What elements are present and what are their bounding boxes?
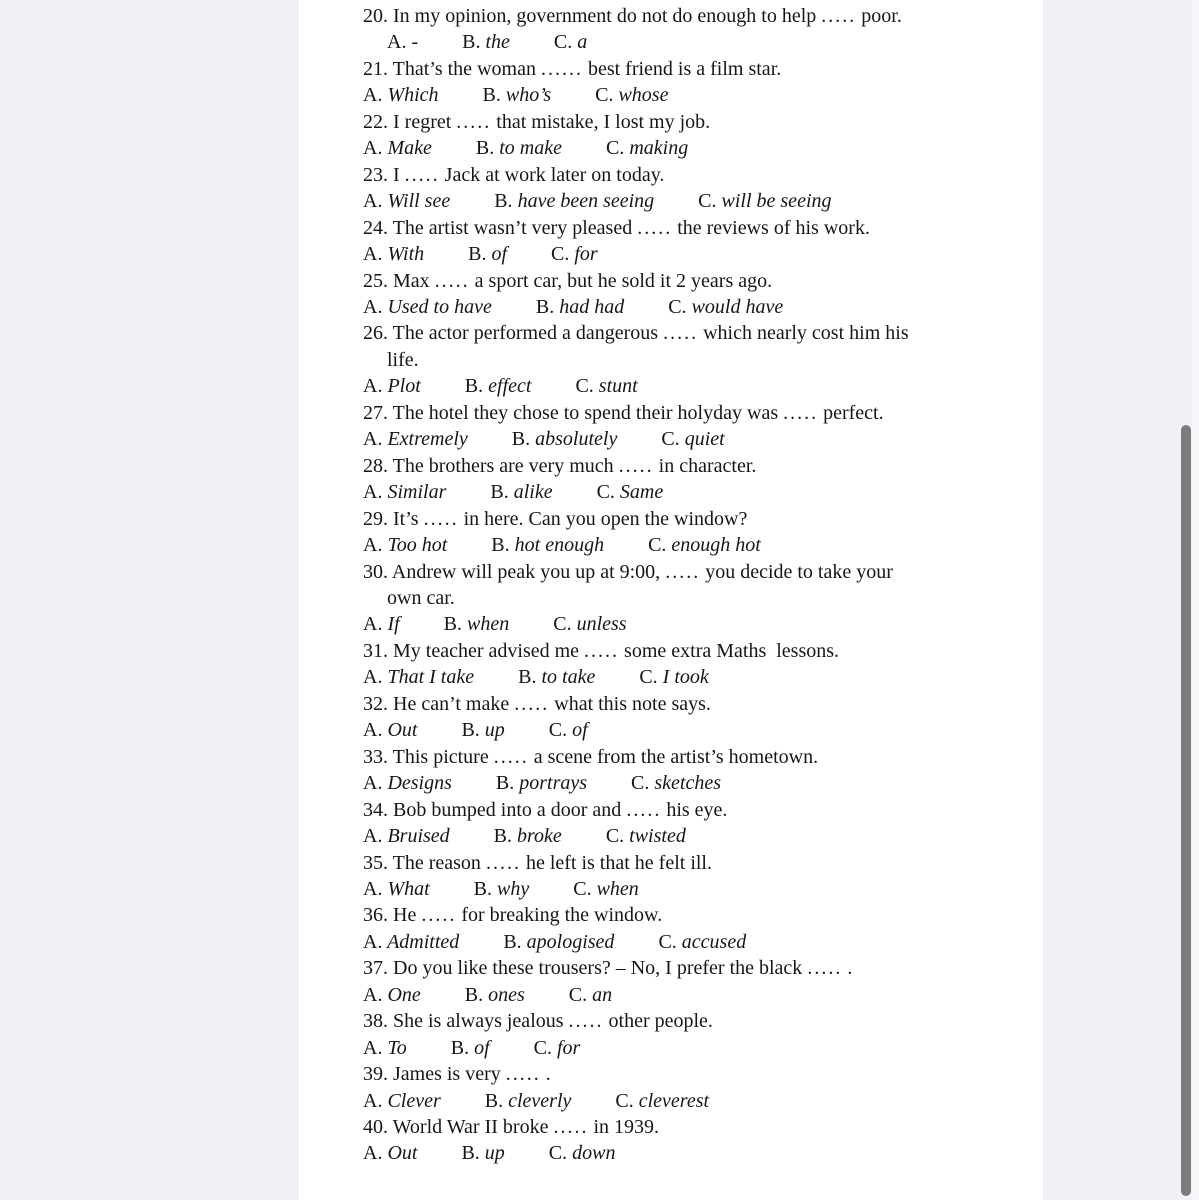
option-label: A. <box>363 613 383 636</box>
question-item <box>363 1061 1037 1114</box>
option-text: had had <box>554 295 625 318</box>
question-text: 21. That’s the woman ...... best friend is a film star. <box>363 57 782 80</box>
option-label: C. <box>548 719 568 742</box>
question-item <box>363 638 1037 691</box>
blank-dots: ..... <box>514 692 550 715</box>
option-label: C. <box>605 137 625 160</box>
option-label: C. <box>596 481 615 504</box>
option <box>363 137 432 159</box>
option-text: apologised <box>521 930 615 953</box>
question-options <box>363 1088 1037 1114</box>
option-label: B. <box>495 772 515 795</box>
question-options <box>363 82 1037 108</box>
option <box>387 31 418 53</box>
option <box>534 1037 581 1059</box>
option-text: who’s <box>500 84 552 107</box>
option-label: C. <box>595 84 614 107</box>
question-item <box>363 320 1037 399</box>
option-label: A. <box>363 877 383 900</box>
question-text: 27. The hotel they chose to spend their holyday was ..... perfect. <box>363 401 884 424</box>
option <box>491 534 604 556</box>
option <box>363 825 450 847</box>
option <box>494 825 562 847</box>
option-label: C. <box>551 243 570 266</box>
option-text: Out <box>382 719 418 742</box>
option <box>698 190 831 212</box>
option <box>462 31 510 53</box>
option-text: to take <box>536 666 596 689</box>
option-text: Out <box>382 1142 418 1165</box>
option-text: Bruised <box>382 825 450 848</box>
blank-dots: ..... <box>663 322 699 345</box>
option-text: One <box>382 983 421 1006</box>
option-label: C. <box>575 375 594 398</box>
option-text: whose <box>613 84 669 107</box>
option-text: will be seeing <box>716 190 832 213</box>
blank-dots: ..... <box>807 957 843 980</box>
question-options <box>363 135 1037 161</box>
option-label: C. <box>658 930 677 953</box>
option-text: would have <box>686 295 784 318</box>
option-label: B. <box>462 31 481 54</box>
question-text: 26. The actor performed a dangerous ..... which nearly cost him his <box>363 322 909 345</box>
option <box>494 190 654 212</box>
option-text: cleverly <box>503 1089 572 1112</box>
option <box>363 190 450 212</box>
option-text: sketches <box>649 772 722 795</box>
option <box>461 1142 504 1164</box>
question-text: 31. My teacher advised me ..... some extra Maths lessons. <box>363 639 840 662</box>
blank-dots: ..... <box>568 1010 604 1033</box>
option-text: Which <box>382 84 439 107</box>
blank-dots: ..... <box>434 269 470 292</box>
option <box>483 84 552 106</box>
question-item <box>363 1008 1037 1061</box>
option-label: C. <box>639 666 658 689</box>
question-options <box>363 532 1037 558</box>
option <box>363 931 459 953</box>
option-text: why <box>492 877 530 900</box>
option-label: C. <box>553 613 572 636</box>
option-label: A. <box>363 481 383 504</box>
option-label: B. <box>443 613 463 636</box>
option-label: A. <box>363 137 383 160</box>
option <box>668 296 783 318</box>
option-label: A. <box>363 534 383 557</box>
option <box>597 481 664 503</box>
blank-dots: ..... <box>404 163 440 186</box>
option <box>363 1090 441 1112</box>
option <box>551 243 598 265</box>
blank-dots: ..... <box>553 1116 589 1139</box>
option <box>575 375 637 397</box>
option-label: C. <box>605 825 625 848</box>
option <box>518 666 595 688</box>
option-text: hot enough <box>509 534 605 557</box>
option-label: C. <box>698 190 717 213</box>
option <box>661 428 724 450</box>
question-text: 28. The brothers are very much ..... in character. <box>363 454 757 477</box>
option-label: B. <box>464 983 484 1006</box>
option <box>363 719 417 741</box>
option <box>363 296 492 318</box>
option <box>363 772 452 794</box>
question-options <box>363 982 1037 1008</box>
option <box>503 931 614 953</box>
option-text: a <box>572 31 588 54</box>
question-item <box>363 268 1037 321</box>
blank-dots: ..... <box>618 454 654 477</box>
option-label: A. <box>363 719 383 742</box>
option-text: twisted <box>624 825 686 848</box>
option <box>595 84 668 106</box>
option-label: B. <box>493 825 513 848</box>
option-text: To <box>382 1036 407 1059</box>
option <box>363 666 474 688</box>
question-text: 35. The reason ..... he left is that he felt ill. <box>363 851 712 874</box>
blank-dots: ..... <box>584 639 620 662</box>
question-options <box>363 876 1037 902</box>
question-item <box>363 3 1037 56</box>
option-label: B. <box>490 481 509 504</box>
option <box>549 1142 616 1164</box>
option <box>474 878 530 900</box>
option-label: C. <box>661 428 680 451</box>
question-options <box>363 479 1037 505</box>
option-label: B. <box>450 1036 470 1059</box>
option-label: B. <box>535 295 555 318</box>
blank-dots: ..... <box>456 110 492 133</box>
question-options <box>363 241 1037 267</box>
option-label: B. <box>491 534 510 557</box>
question-options <box>363 294 1037 320</box>
option-label: B. <box>461 1142 480 1165</box>
question-text: own car. <box>387 586 455 609</box>
blank-dots: ..... <box>637 216 673 239</box>
option <box>496 772 587 794</box>
question-text: 33. This picture ..... a scene from the artist’s hometown. <box>363 745 819 768</box>
question-options <box>363 611 1037 637</box>
option-text: an <box>587 983 613 1006</box>
scrollbar-track <box>1192 0 1199 1200</box>
option-text: of <box>469 1036 490 1059</box>
question-item <box>363 56 1037 109</box>
option-text: of <box>486 243 508 266</box>
option-text: Too hot <box>382 534 448 557</box>
option <box>648 534 761 556</box>
option-text: ones <box>483 983 525 1006</box>
option-text: of <box>567 719 588 742</box>
question-text: 34. Bob bumped into a door and ..... his eye. <box>363 798 728 821</box>
option-text: unless <box>571 613 627 636</box>
option-text: cleverest <box>633 1089 710 1112</box>
question-options <box>363 426 1037 452</box>
option <box>549 719 588 741</box>
option-label: A. <box>363 1089 383 1112</box>
option-text: enough hot <box>666 534 761 557</box>
question-item <box>363 955 1037 1008</box>
option-text: quiet <box>679 428 725 451</box>
option-label: B. <box>494 190 513 213</box>
option-text: Admitted <box>382 930 460 953</box>
option-label: B. <box>503 930 522 953</box>
option-text: absolutely <box>530 428 618 451</box>
option-text: Will see <box>382 190 451 213</box>
question-text: 30. Andrew will peak you up at 9:00, ..... you decide to take your <box>363 560 893 583</box>
option <box>363 84 439 106</box>
option <box>363 534 447 556</box>
option-label: C. <box>568 983 588 1006</box>
option <box>639 666 708 688</box>
option-label: B. <box>518 666 537 689</box>
option <box>363 375 421 397</box>
option-label: A. <box>363 428 383 451</box>
option <box>536 296 624 318</box>
question-text: 40. World War II broke ..... in 1939. <box>363 1116 660 1139</box>
option-text: portrays <box>514 772 588 795</box>
option-text: Make <box>382 137 432 160</box>
option <box>606 137 688 159</box>
option-text: up <box>479 1142 505 1165</box>
option <box>363 878 430 900</box>
option-label: A. <box>363 295 383 318</box>
option-text: for <box>552 1036 581 1059</box>
document-page <box>299 0 1043 1200</box>
option <box>606 825 686 847</box>
option-label: B. <box>511 428 531 451</box>
question-item <box>363 215 1037 268</box>
question-options <box>363 717 1037 743</box>
question-text: 36. He ..... for breaking the window. <box>363 904 663 927</box>
option <box>476 137 562 159</box>
option-text: broke <box>512 825 562 848</box>
blank-dots: ..... <box>493 745 529 768</box>
option-label: C. <box>548 1142 568 1165</box>
option-text: up <box>479 719 505 742</box>
question-text: 22. I regret ..... that mistake, I lost my job. <box>363 110 711 133</box>
question-options <box>363 1140 1037 1166</box>
question-item <box>363 162 1037 215</box>
option <box>465 984 525 1006</box>
question-item <box>363 850 1037 903</box>
question-options <box>363 373 1037 399</box>
option-label: C. <box>533 1036 552 1059</box>
option-text: - <box>406 31 419 54</box>
question-options <box>387 29 1037 55</box>
option-text: accused <box>676 930 747 953</box>
option <box>363 481 446 503</box>
question-item <box>363 109 1037 162</box>
question-item <box>363 691 1037 744</box>
option-label: C. <box>648 534 667 557</box>
questions-list <box>299 0 1043 1167</box>
option <box>461 719 504 741</box>
option-label: B. <box>484 1089 504 1112</box>
option-text: effect <box>483 375 532 398</box>
option <box>553 613 626 635</box>
question-item <box>363 1114 1037 1167</box>
blank-dots: ..... <box>626 798 662 821</box>
blank-dots: ..... <box>423 507 459 530</box>
option-text: have been seeing <box>512 190 655 213</box>
question-text: 32. He can’t make ..... what this note says. <box>363 692 711 715</box>
blank-dots: ...... <box>540 57 583 80</box>
option <box>512 428 618 450</box>
option <box>444 613 510 635</box>
option <box>631 772 721 794</box>
option-text: making <box>624 137 689 160</box>
option-label: A. <box>363 243 383 266</box>
option <box>363 613 400 635</box>
option-label: A. <box>363 375 383 398</box>
blank-dots: ..... <box>821 5 857 27</box>
option-label: C. <box>615 1089 634 1112</box>
question-item <box>363 797 1037 850</box>
question-text: 38. She is always jealous ..... other people. <box>363 1010 713 1033</box>
option <box>485 1090 572 1112</box>
option <box>554 31 587 53</box>
question-options <box>363 823 1037 849</box>
option-label: A. <box>387 31 407 54</box>
option-label: B. <box>468 243 487 266</box>
option <box>490 481 552 503</box>
option-label: A. <box>363 1036 383 1059</box>
option-text: I took <box>657 666 709 689</box>
option-text: Clever <box>382 1089 441 1112</box>
option <box>363 984 421 1006</box>
option <box>658 931 746 953</box>
option-label: A. <box>363 190 383 213</box>
option <box>363 1142 417 1164</box>
option-text: stunt <box>593 375 638 398</box>
option-label: C. <box>553 31 573 54</box>
question-item <box>363 744 1037 797</box>
option <box>465 375 532 397</box>
option-text: Similar <box>382 481 447 504</box>
question-item <box>363 506 1037 559</box>
option-text: for <box>569 243 598 266</box>
option-label: B. <box>464 375 484 398</box>
scrollbar-thumb[interactable] <box>1181 425 1191 1196</box>
blank-dots: ..... <box>485 851 521 874</box>
option-text: Used to have <box>382 295 492 318</box>
option-text: down <box>567 1142 616 1165</box>
option-label: A. <box>363 983 383 1006</box>
question-options <box>363 188 1037 214</box>
option-label: C. <box>573 877 592 900</box>
option-text: when <box>591 877 639 900</box>
blank-dots: ..... <box>505 1063 541 1086</box>
option-text: Extremely <box>382 428 468 451</box>
option-label: B. <box>473 877 493 900</box>
option-text: the <box>480 31 510 54</box>
question-text: life. <box>387 348 419 371</box>
option-label: B. <box>461 719 480 742</box>
option <box>573 878 639 900</box>
question-options <box>363 770 1037 796</box>
question-text: 37. Do you like these trousers? – No, I prefer the black ..... . <box>363 957 853 980</box>
question-text: 29. It’s ..... in here. Can you open the window? <box>363 507 748 530</box>
option <box>363 428 468 450</box>
option-text: That I take <box>382 666 475 689</box>
blank-dots: ..... <box>783 401 819 424</box>
option-label: C. <box>668 295 687 318</box>
option <box>468 243 507 265</box>
option-label: A. <box>363 666 383 689</box>
option-text: Designs <box>382 772 452 795</box>
question-item <box>363 453 1037 506</box>
option-label: B. <box>475 137 495 160</box>
question-item <box>363 902 1037 955</box>
option-text: If <box>382 613 400 636</box>
option <box>569 984 612 1006</box>
blank-dots: ..... <box>665 560 701 583</box>
option-label: A. <box>363 825 383 848</box>
option-text: to make <box>494 137 562 160</box>
blank-dots: ..... <box>421 904 457 927</box>
option-label: C. <box>631 772 650 795</box>
option <box>615 1090 709 1112</box>
question-text: 24. The artist wasn’t very pleased ..... the reviews of his work. <box>363 216 870 239</box>
option-label: A. <box>363 772 383 795</box>
option-label: A. <box>363 84 383 107</box>
question-options <box>363 1035 1037 1061</box>
option-text: Same <box>614 481 664 504</box>
question-text: 23. I ..... Jack at work later on today. <box>363 163 665 186</box>
option-text: What <box>382 877 430 900</box>
option-label: A. <box>363 930 383 953</box>
option-text: when <box>462 613 510 636</box>
question-options <box>363 664 1037 690</box>
option-text: With <box>382 243 425 266</box>
option-label: B. <box>482 84 501 107</box>
option <box>451 1037 490 1059</box>
question-options <box>363 929 1037 955</box>
question-item <box>363 559 1037 638</box>
option-label: A. <box>363 1142 383 1165</box>
option-text: alike <box>508 481 553 504</box>
question-text: 20. In my opinion, government do not do enough to help ..... poor. <box>363 5 902 27</box>
question-text: 25. Max ..... a sport car, but he sold it 2 years ago. <box>363 269 773 292</box>
question-text: 39. James is very ..... . <box>363 1063 551 1086</box>
option <box>363 243 424 265</box>
option <box>363 1037 407 1059</box>
question-item <box>363 400 1037 453</box>
option-text: Plot <box>382 375 421 398</box>
